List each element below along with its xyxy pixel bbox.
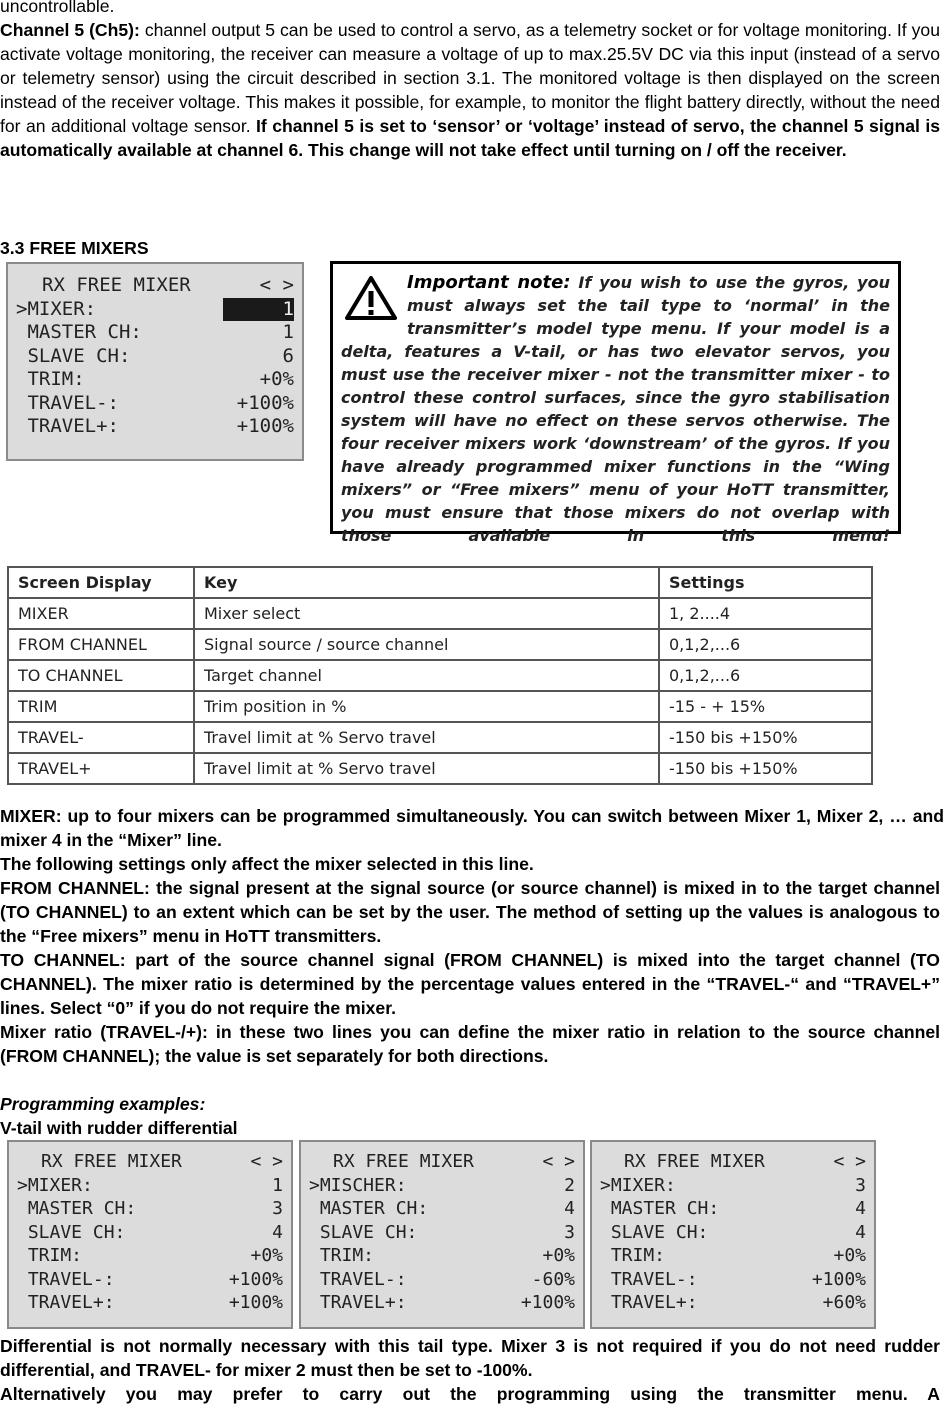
differential-paragraph: Differential is not normally necessary with this tail type. Mixer 3 is not required if you do not need rudder differential, and TRAVEL- for mixer 2 must then be set to -100%.: [0, 1336, 940, 1380]
lcd-label: >MIXER:: [16, 297, 97, 320]
table-header: Screen Display: [8, 567, 194, 598]
table-row: [8, 722, 872, 753]
mixer-paragraph: MIXER: up to four mixers can be programmed simultaneously. You can switch between Mixer 1, Mixer 2, … and mixer 4 in the “Mixer” line.: [0, 806, 944, 850]
table-cell: -150 bis +150%: [659, 722, 872, 753]
lcd-label: TRAVEL+:: [600, 1292, 698, 1313]
lcd-label: SLAVE CH:: [309, 1221, 418, 1243]
lcd-value: 3: [855, 1174, 866, 1196]
table-header: Key: [194, 567, 659, 598]
lcd-row: [16, 368, 302, 392]
lcd-value: 2: [564, 1174, 575, 1196]
lcd-screen-main: [6, 262, 304, 461]
lcd-label: SLAVE CH:: [16, 344, 131, 367]
channel5-text: channel output 5 can be used to control a servo, as a telemetry socket or for voltage monitoring. If you activate voltage monitoring, the receiver can measure a voltage of up to max.25.5V DC via this input (instead of a servo or telemetry sensor) using the circuit described in section 3.1. The monitored voltage is then displayed on the screen instead of the receiver voltage. This makes it possible, for example, to monitor the flight battery directly, without the need for an additional voltage sensor.: [0, 20, 940, 136]
table-row: [8, 598, 872, 629]
lcd-label: MASTER CH:: [16, 321, 142, 343]
lcd-row: [600, 1198, 874, 1222]
lcd-value: 4: [564, 1198, 575, 1219]
lcd-nav: < >: [250, 1151, 283, 1172]
lcd-row: [17, 1269, 291, 1293]
table-row: [8, 691, 872, 722]
lcd-label: TRAVEL-:: [16, 391, 119, 414]
lcd-value: 6: [282, 344, 294, 367]
lcd-value: 4: [272, 1221, 283, 1243]
lcd-label: TRAVEL+:: [309, 1292, 407, 1313]
lcd-value: -60%: [531, 1268, 575, 1290]
lcd-title: RX FREE MIXER: [41, 1151, 182, 1172]
table-row: [8, 753, 872, 784]
lcd-label: TRIM:: [600, 1245, 666, 1266]
lcd-value: +100%: [236, 391, 294, 414]
table-cell: Travel limit at % Servo travel: [194, 753, 659, 784]
lcd-row: [16, 345, 302, 369]
lcd-value: 4: [855, 1198, 866, 1219]
lcd-label: TRAVEL-:: [17, 1268, 115, 1290]
lcd-row: [17, 1292, 291, 1316]
lcd-value: +100%: [228, 1268, 283, 1290]
note-text: If you wish to use the gyros, you must always set the tail type to ‘normal’ in the transmitter’s model type menu. If your model is a delta, features a V-tail, or has two elevator servos, you must use the receiver mixer - not the transmitter mixer - to control these control surfaces, since the gyro stabilisation system will have no effect on these servos otherwise. The four receiver mixers work ‘downstream’ of the gyros. If you have already programmed mixer functions in the “Wing mixers” or “Free mixers” menu of your HoTT transmitter, you must ensure that those mixers do not overlap with those available in this menu!: [341, 273, 890, 545]
lcd-label: MASTER CH:: [17, 1198, 137, 1219]
lcd-value: +100%: [811, 1268, 866, 1290]
lcd-title: RX FREE MIXER: [333, 1151, 474, 1172]
lcd-label: TRAVEL+:: [17, 1292, 115, 1313]
lcd-value: +0%: [833, 1245, 866, 1266]
lcd-title: RX FREE MIXER: [42, 274, 191, 296]
lcd-row: [600, 1292, 874, 1316]
lcd-value: 1: [272, 1174, 283, 1196]
lcd-row: [309, 1198, 583, 1222]
table-cell: 0,1,2,...6: [659, 660, 872, 691]
table-cell: FROM CHANNEL: [8, 629, 194, 660]
channel5-bold-text: If channel 5 is set to ‘sensor’ or ‘voltage’ instead of servo, the channel 5 signal is automatically available at channel 6. This change will not take effect until turning on / off the receiver.: [0, 116, 940, 160]
lcd-value: +100%: [236, 415, 294, 437]
lcd-value: +100%: [228, 1292, 283, 1313]
lcd-row: [17, 1198, 291, 1222]
lcd-value: 3: [272, 1198, 283, 1219]
lcd-title: RX FREE MIXER: [624, 1151, 765, 1172]
lcd-label: TRAVEL-:: [309, 1268, 407, 1290]
lcd-screen-example-2: [299, 1140, 585, 1329]
lcd-nav: < >: [542, 1151, 575, 1172]
lcd-title-row: [600, 1151, 874, 1175]
lcd-row: [17, 1245, 291, 1269]
table-cell: 0,1,2,...6: [659, 629, 872, 660]
lcd-label: SLAVE CH:: [17, 1221, 126, 1243]
table-cell: TRAVEL+: [8, 753, 194, 784]
section-heading: 3.3 FREE MIXERS: [0, 238, 149, 258]
table-cell: Mixer select: [194, 598, 659, 629]
important-note-box: [330, 261, 901, 545]
examples-subheading: V-tail with rudder differential: [0, 1118, 238, 1138]
lcd-nav: < >: [259, 274, 294, 296]
table-cell: TRAVEL-: [8, 722, 194, 753]
lcd-row: [17, 1222, 291, 1246]
to-channel-paragraph: TO CHANNEL: part of the source channel signal (FROM CHANNEL) is mixed into the target channel (TO CHANNEL). The mixer ratio is determined by the percentage values entered in the “TRAVEL-“ and “TRAVEL+” lines. Select “0” if you do not require the mixer.: [0, 950, 940, 1018]
lcd-label: TRAVEL+:: [16, 415, 119, 437]
lcd-value: +0%: [250, 1245, 283, 1266]
explanation-block: [0, 804, 944, 1068]
lcd-value: +60%: [822, 1292, 866, 1313]
lcd-label: TRAVEL-:: [600, 1268, 698, 1290]
table-cell: TRIM: [8, 691, 194, 722]
lcd-value: 1: [282, 321, 294, 343]
lcd-label: MASTER CH:: [309, 1198, 429, 1219]
lcd-label: SLAVE CH:: [600, 1221, 709, 1243]
table-cell: MIXER: [8, 598, 194, 629]
table-row: [8, 660, 872, 691]
lcd-label: >MISCHER:: [309, 1174, 407, 1196]
mixer-ratio-paragraph: Mixer ratio (TRAVEL-/+): in these two lines you can define the mixer ratio in relation to the source channel (FROM CHANNEL); the value is set separately for both directions.: [0, 1022, 940, 1066]
table-row: [8, 629, 872, 660]
lcd-label: TRIM:: [309, 1245, 375, 1266]
lcd-value: 4: [855, 1221, 866, 1243]
lcd-row: [309, 1292, 583, 1316]
lcd-label: TRIM:: [17, 1245, 83, 1266]
channel5-paragraph: [0, 18, 940, 162]
table-header: Settings: [659, 567, 872, 598]
table-header-row: [8, 567, 872, 598]
table-cell: Trim position in %: [194, 691, 659, 722]
lcd-row: [309, 1269, 583, 1293]
settings-table: [7, 566, 873, 785]
lcd-row: [600, 1222, 874, 1246]
lcd-title-row: [309, 1151, 583, 1175]
lcd-title-row: [16, 274, 302, 298]
lcd-row: [600, 1245, 874, 1269]
lcd-row: [17, 1175, 291, 1199]
lcd-value: +0%: [542, 1245, 575, 1266]
lcd-nav: < >: [833, 1151, 866, 1172]
table-cell: TO CHANNEL: [8, 660, 194, 691]
table-cell: -150 bis +150%: [659, 753, 872, 784]
lcd-screen-example-1: [7, 1140, 293, 1329]
lcd-label: MASTER CH:: [600, 1198, 720, 1219]
lcd-screen-example-3: [590, 1140, 876, 1329]
lcd-row: [600, 1175, 874, 1199]
lcd-value: 3: [564, 1221, 575, 1243]
alternative-paragraph: Alternatively you may prefer to carry out the programming using the transmitter menu. A: [0, 1384, 940, 1404]
lcd-row: [309, 1245, 583, 1269]
lcd-row: [309, 1175, 583, 1199]
lcd-value: +0%: [259, 368, 294, 390]
lcd-row: [16, 298, 302, 322]
lcd-label: TRIM:: [16, 368, 85, 390]
warning-icon: [345, 275, 397, 321]
intro-line: uncontrollable.: [0, 0, 115, 16]
table-cell: Travel limit at % Servo travel: [194, 722, 659, 753]
note-title: Important note:: [407, 272, 571, 293]
lcd-value: +100%: [520, 1292, 575, 1313]
lcd-row: [16, 415, 302, 439]
from-channel-paragraph: FROM CHANNEL: the signal present at the signal source (or source channel) is mixed in to the target channel (TO CHANNEL) to an extent which can be set by the user. The method of setting up the values is analogous to the “Free mixers” menu in HoTT transmitters.: [0, 878, 940, 946]
table-cell: -15 - + 15%: [659, 691, 872, 722]
lcd-label: >MIXER:: [17, 1174, 93, 1196]
lcd-value-highlighted: 1: [223, 298, 294, 322]
table-cell: Signal source / source channel: [194, 629, 659, 660]
lcd-row: [309, 1222, 583, 1246]
lcd-row: [16, 321, 302, 345]
table-cell: 1, 2....4: [659, 598, 872, 629]
settings-note-paragraph: The following settings only affect the mixer selected in this line.: [0, 854, 534, 874]
closing-block: [0, 1334, 940, 1406]
lcd-row: [600, 1269, 874, 1293]
table-cell: Target channel: [194, 660, 659, 691]
channel5-label: Channel 5 (Ch5):: [0, 20, 140, 40]
examples-heading: Programming examples:: [0, 1094, 206, 1114]
lcd-title-row: [17, 1151, 291, 1175]
lcd-row: [16, 392, 302, 416]
lcd-label: >MIXER:: [600, 1174, 676, 1196]
